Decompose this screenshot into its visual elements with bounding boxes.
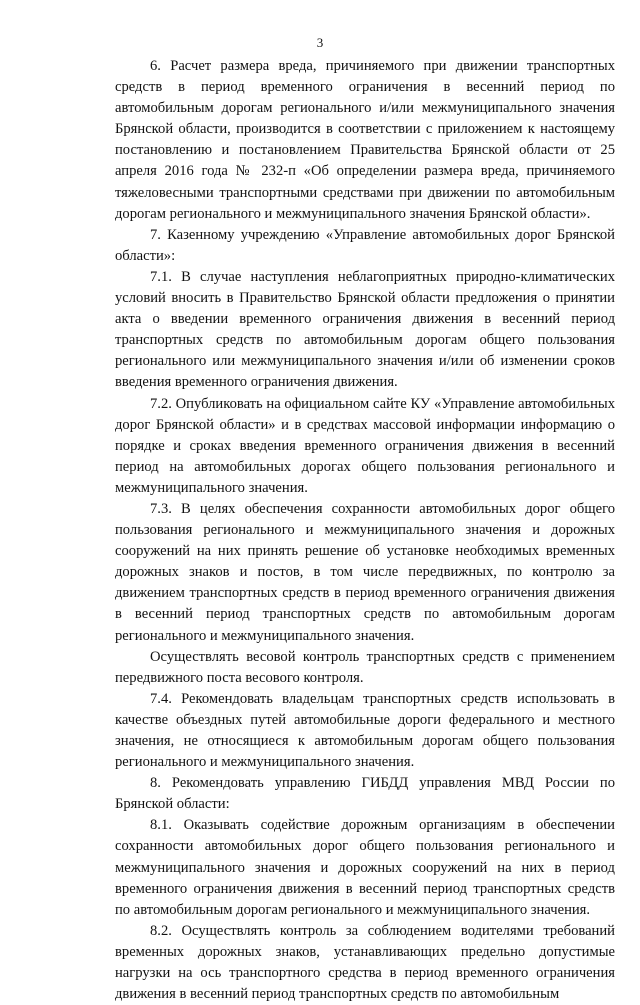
paragraph-7-4: 7.4. Рекомендовать владельцам транспортных средств использовать в качестве объездных путей автомобильные дороги федерального и местного значения, не относящиеся к автомобильным дорогам общего пользования регионального и межмуниципального значения. [115,690,615,771]
paragraph-8-1: 8.1. Оказывать содействие дорожным организациям в обеспечении сохранности автомобильных дорог общего пользования регионального и межмуниципального значения и дорожных сооружений на них в период временного ограничения движения в весенний период транспортных средств по автомобильным дорогам регионального и межмуниципального значения. [115,817,615,918]
paragraph-7-3: 7.3. В целях обеспечения сохранности автомобильных дорог общего пользования регионального и межмуниципального значения и дорожных сооружений на них принять решение об установке необходимых временных дорожных знаков и постов, в том числе передвижных, по контролю за движением транспортных средств в период временного ограничения движения в весенний период транспортных средств по автомобильным дорогам регионального и межмуниципального значения. [115,500,615,644]
page-number: 3 [316,35,324,50]
paragraph-8-2: 8.2. Осуществлять контроль за соблюдением водителями требований временных дорожных знаков, устанавливающих предельно допустимые нагрузки на ось транспортного средства в период временного ограничения движения в весенний период транспортных средств по автомобильным [115,922,615,1003]
paragraph-7-1: 7.1. В случае наступления неблагоприятных природно-климатических условий вносить в Правительство Брянской области предложения о принятии акта о введении временного ограничения движения в весенний период транспортных средств по автомобильным дорогам общего пользования регионального или межмуниципального значения и/или об изменении сроков введения временного ограничения движения. [115,268,615,391]
paragraph-8: 8. Рекомендовать управлению ГИБДД управления МВД России по Брянской области: [115,775,615,813]
document-body [115,56,615,1005]
paragraph-6: 6. Расчет размера вреда, причиняемого при движении транспортных средств в период временного ограничения в весенний период по автомобильным дорогам регионального и/или межмуниципального значения Брянской области, производится в соответствии с приложением к настоящему постановлению и постановлением Правительства Брянской области от 25 апреля 2016 года № 232-п «Об определении размера вреда, причиняемого тяжеловесными транспортными средствами при движении по автомобильным дорогам регионального и межмуниципального значения Брянской области». [115,58,615,222]
paragraph-weight-control: Осуществлять весовой контроль транспортных средств с применением передвижного поста весового контроля. [115,648,615,686]
paragraph-7-2: 7.2. Опубликовать на официальном сайте КУ «Управление автомобильных дорог Брянской области» и в средствах массовой информации информацию о порядке и сроках введения временного ограничения движения в весенний период на автомобильных дорогах общего пользования регионального и межмуниципального значения. [115,395,615,496]
paragraph-7: 7. Казенному учреждению «Управление автомобильных дорог Брянской области»: [115,226,615,264]
